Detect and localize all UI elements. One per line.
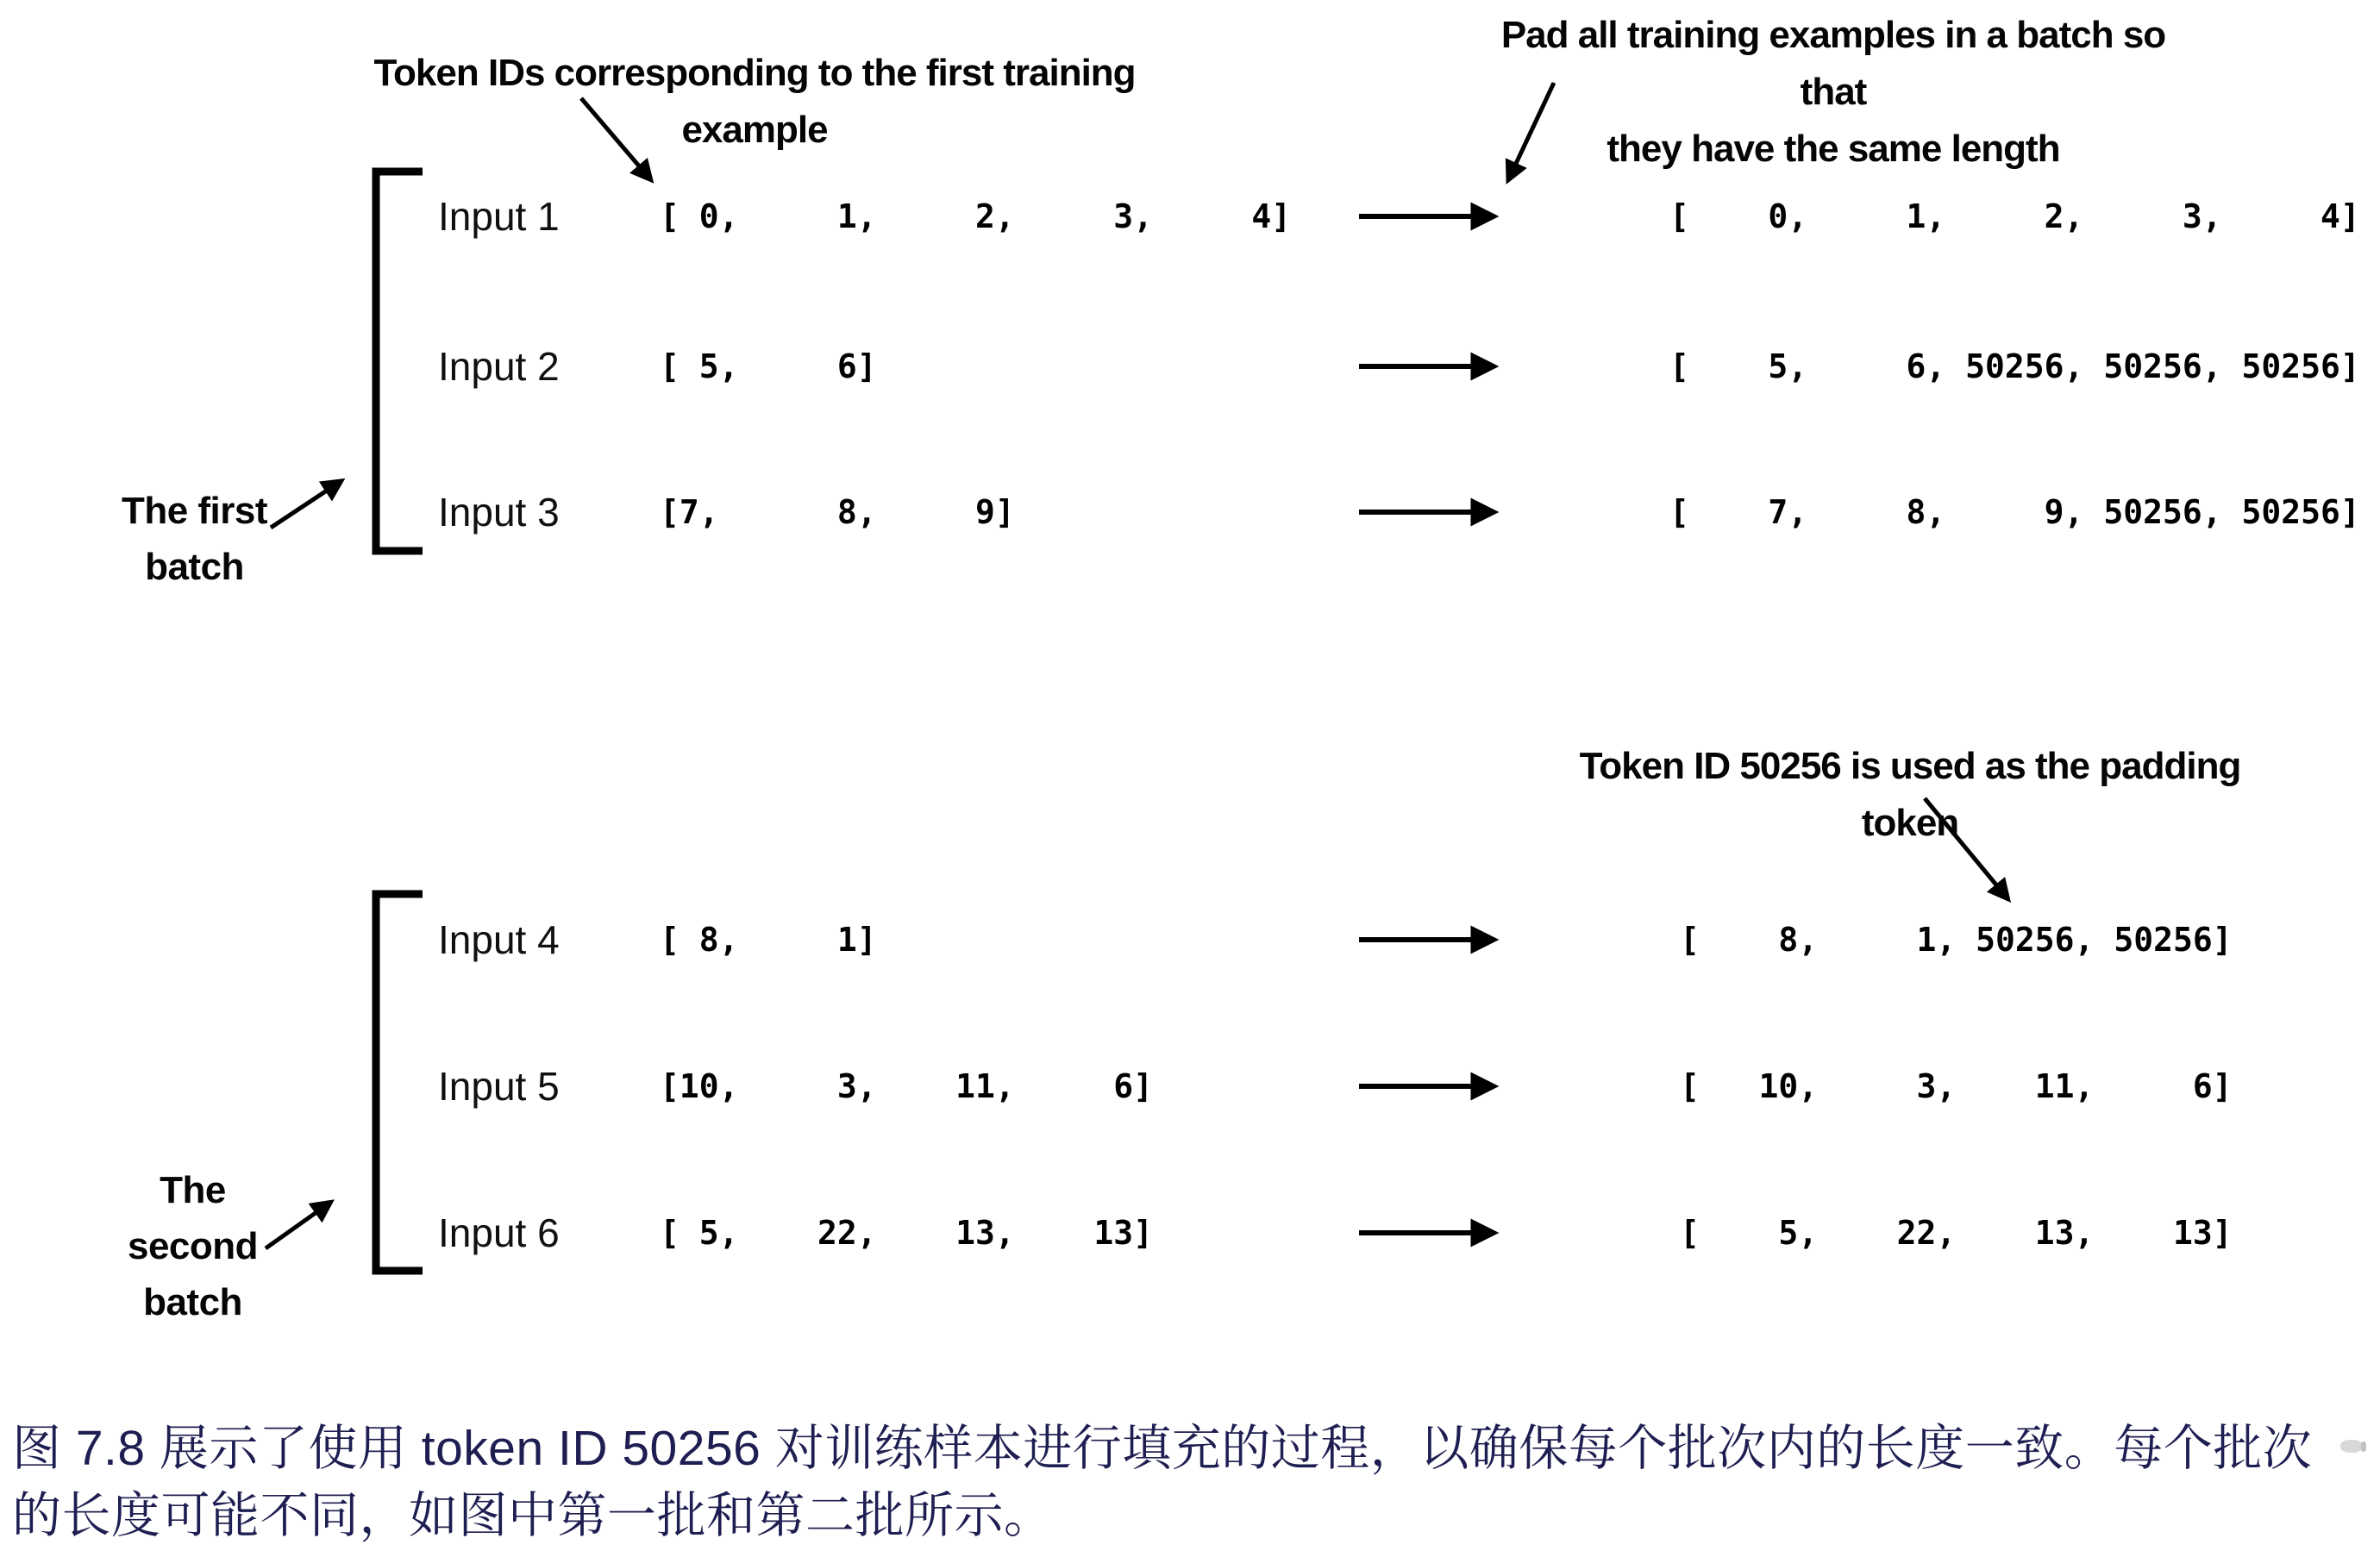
input5-padded-tokens: [ 10, 3, 11, 6] [1680, 1067, 2233, 1105]
input6-padded-tokens: [ 5, 22, 13, 13] [1680, 1214, 2233, 1252]
batch2-bracket [376, 894, 423, 1271]
input3-padded-tokens: [ 7, 8, 9, 50256, 50256] [1669, 493, 2360, 531]
batch1-label-line2: batch [145, 546, 244, 588]
faint-artifact-mark [2340, 1440, 2363, 1453]
figure-caption-line1: 图 7.8 展示了使用 token ID 50256 对训练样本进行填充的过程，以确保每个批次内的长度一致。每个批次 [12, 1421, 2313, 1476]
annotation-pad-line1: Pad all training examples in a batch so that [1500, 14, 2166, 113]
annotation-padding-token: Token ID 50256 is used as the padding token [1579, 745, 2241, 844]
input4-label: Input 4 [438, 917, 560, 962]
input2-tokens: [ 5, 6] [660, 347, 877, 385]
input1-padded-tokens: [ 0, 1, 2, 3, 4] [1669, 197, 2360, 235]
input1-tokens: [ 0, 1, 2, 3, 4] [660, 197, 1292, 235]
batch1-label [102, 483, 287, 595]
figure-caption-line2: 的长度可能不同，如图中第一批和第二批所示。 [12, 1488, 1054, 1543]
input6-label: Input 6 [438, 1210, 560, 1255]
input3-label: Input 3 [438, 490, 560, 535]
input4-padded-tokens: [ 8, 1, 50256, 50256] [1680, 921, 2233, 959]
input5-label: Input 5 [438, 1064, 560, 1109]
input6-tokens: [ 5, 22, 13, 13] [660, 1214, 1153, 1252]
input2-padded-tokens: [ 5, 6, 50256, 50256, 50256] [1669, 347, 2360, 385]
input2-label: Input 2 [438, 344, 560, 389]
annotation-token-ids: Token IDs corresponding to the first training example [373, 52, 1136, 151]
batch1-label-line1: The first [121, 490, 268, 532]
input1-label: Input 1 [438, 194, 560, 239]
input5-tokens: [10, 3, 11, 6] [660, 1067, 1153, 1105]
input4-tokens: [ 8, 1] [660, 921, 877, 959]
batch2-label-line2: second [127, 1225, 259, 1267]
batch2-label [100, 1162, 285, 1330]
batch2-label-line1: The [160, 1169, 226, 1211]
batch1-bracket [376, 172, 423, 551]
batch2-label-line3: batch [143, 1281, 242, 1323]
annotation-pad-batch [1471, 7, 2195, 178]
input3-tokens: [7, 8, 9] [660, 493, 1015, 531]
annotation-pad-line2: they have the same length [1606, 128, 2060, 170]
